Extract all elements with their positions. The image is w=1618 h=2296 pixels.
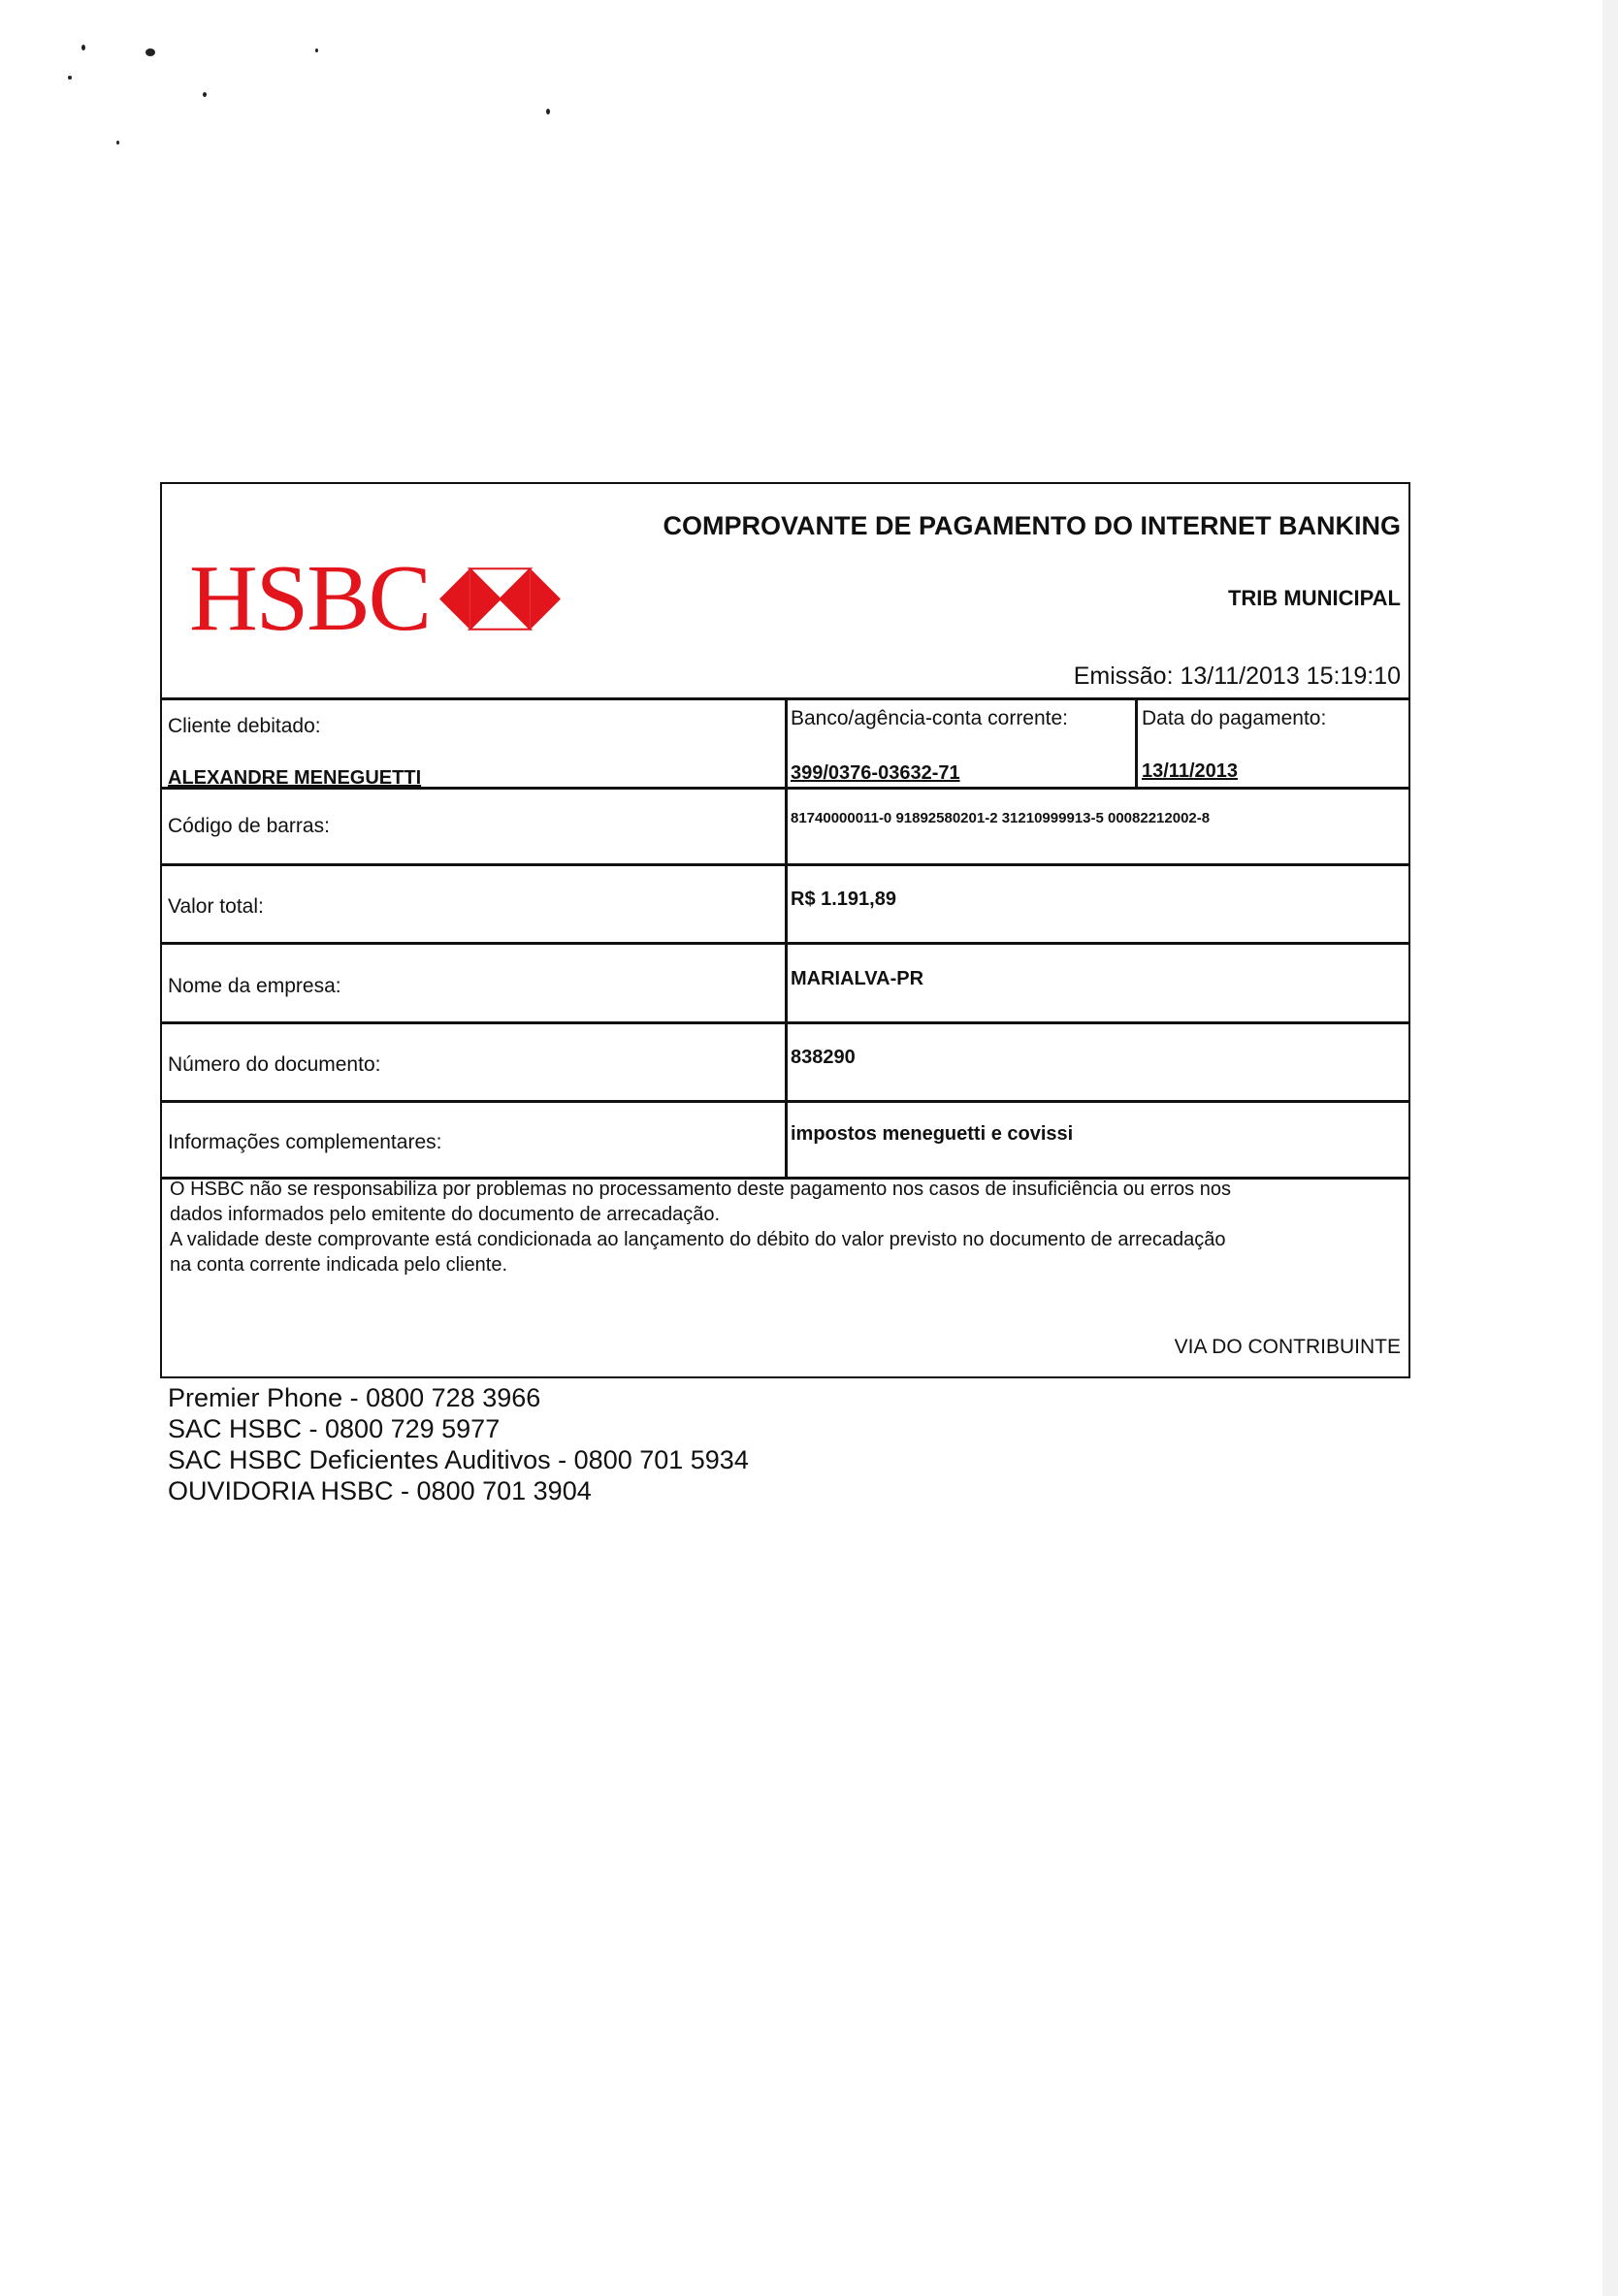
- scan-speck: [203, 92, 207, 97]
- payment-date-label: Data do pagamento:: [1142, 707, 1327, 729]
- contact-list: [168, 1382, 749, 1506]
- additional-info-value: impostos meneguetti e covissi: [791, 1123, 1074, 1145]
- hsbc-hexagon-icon: [439, 567, 561, 631]
- scan-speck: [546, 109, 550, 114]
- divider: [1135, 697, 1138, 787]
- scan-speck: [116, 141, 119, 145]
- disclaimer-line: dados informados pelo emitente do documento de arrecadação.: [170, 1204, 721, 1225]
- disclaimer-line: O HSBC não se responsabiliza por problemas no processamento deste pagamento nos casos de insuficiência ou erros nos: [170, 1179, 1231, 1200]
- hsbc-logo: [189, 546, 561, 651]
- account-value: 399/0376-03632-71: [791, 762, 960, 784]
- client-value: ALEXANDRE MENEGUETTI: [168, 767, 422, 789]
- hsbc-logo-text: HSBC: [189, 546, 431, 651]
- emission-timestamp: Emissão: 13/11/2013 15:19:10: [1073, 663, 1401, 690]
- scan-speck: [81, 45, 85, 50]
- payment-receipt: [160, 482, 1408, 1376]
- payment-date-value: 13/11/2013: [1142, 760, 1238, 782]
- company-value: MARIALVA-PR: [791, 968, 924, 989]
- total-label: Valor total:: [168, 895, 264, 918]
- contact-line: SAC HSBC - 0800 729 5977: [168, 1414, 501, 1443]
- contact-line: Premier Phone - 0800 728 3966: [168, 1383, 541, 1412]
- company-label: Nome da empresa:: [168, 975, 341, 997]
- document-number-value: 838290: [791, 1047, 856, 1068]
- receipt-title: COMPROVANTE DE PAGAMENTO DO INTERNET BANKING: [663, 511, 1401, 540]
- barcode-label: Código de barras:: [168, 815, 330, 837]
- receipt-subtitle: TRIB MUNICIPAL: [1227, 586, 1401, 610]
- contact-line: OUVIDORIA HSBC - 0800 701 3904: [168, 1476, 592, 1505]
- account-label: Banco/agência-conta corrente:: [791, 707, 1069, 729]
- divider: [785, 697, 788, 1177]
- copy-type: VIA DO CONTRIBUINTE: [1174, 1336, 1401, 1358]
- document-number-label: Número do documento:: [168, 1053, 381, 1076]
- disclaimer-line: A validade deste comprovante está condicionada ao lançamento do débito do valor previsto no documento de arrecadação: [170, 1229, 1226, 1250]
- scan-speck: [315, 49, 318, 52]
- total-value: R$ 1.191,89: [791, 889, 896, 910]
- scan-speck: [146, 49, 155, 56]
- additional-info-label: Informações complementares:: [168, 1131, 442, 1153]
- page-edge: [1602, 0, 1618, 2296]
- scan-speck: [68, 76, 72, 80]
- disclaimer: [170, 1177, 1334, 1277]
- contact-line: SAC HSBC Deficientes Auditivos - 0800 701 5934: [168, 1445, 749, 1474]
- barcode-value: 81740000011-0 91892580201-2 31210999913-5 00082212002-8: [791, 810, 1211, 826]
- disclaimer-line: na conta corrente indicada pelo cliente.: [170, 1254, 508, 1276]
- client-label: Cliente debitado:: [168, 715, 321, 737]
